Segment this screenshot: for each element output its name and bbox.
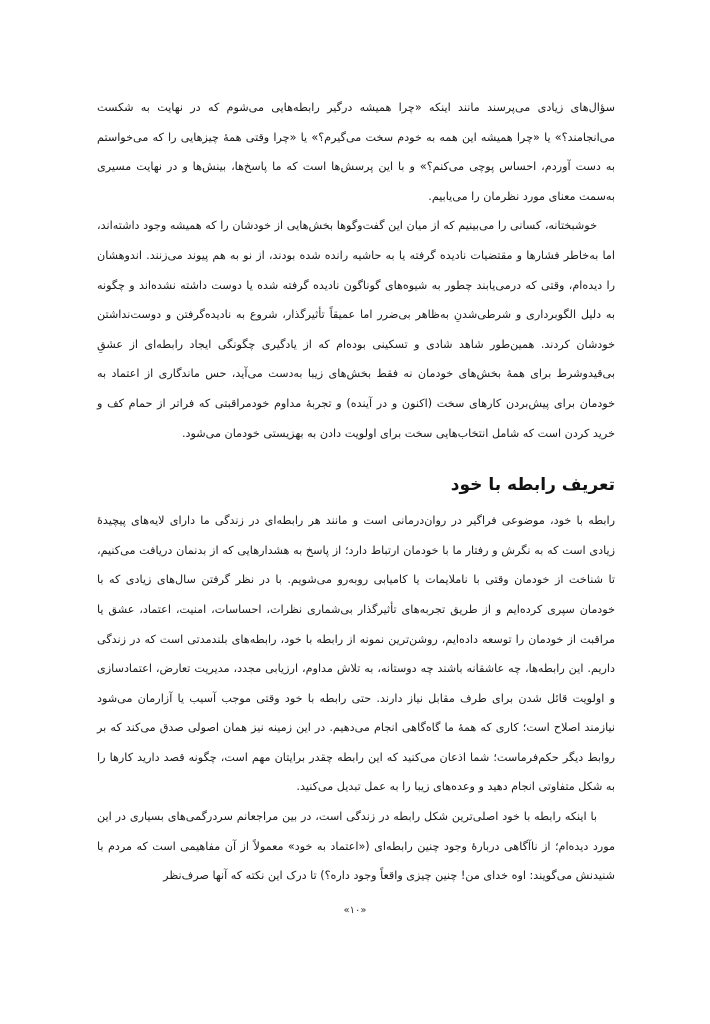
section-paragraph-2: با اینکه رابطه با خود اصلی‌ترین شکل رابطه در زندگی است، در بین مراجعانم سردرگمی‌های بسیاری در این مورد دیده‌ام؛ از ناآگاهی دربارهٔ وجود چنین رابطه‌ای («اعتماد به خود» معمولاً از آن مفاهیمی است که مردم با شنیدنش می‌گویند: اوه خدای من! چنین چیزی واقعاً وجود داره؟) تا درک این نکته که آنها صرف‌نظر [97, 810, 615, 883]
intro-paragraph-1: سؤال‌های زیادی می‌پرسند مانند اینکه «چرا همیشه درگیر رابطه‌هایی می‌شوم که در نهایت به شکست می‌انجامند؟» یا «چرا همیشه این همه به خودم سخت می‌گیرم؟» یا «چرا وقتی همهٔ چیزهایی را که می‌خواستم به دست آوردم، احساس پوچی می‌کنم؟» و با این پرسش‌ها است که ما پاسخ‌ها، بینش‌ها و در نهایت مسیری به‌سمت معنای مورد نظرمان را می‌یابیم. [97, 101, 615, 203]
page-body [97, 93, 615, 891]
section-heading: تعریف رابطه با خود [450, 475, 615, 496]
page-number: «۱۰» [343, 905, 367, 916]
intro-paragraph-2: خوشبختانه، کسانی را می‌بینیم که از میان این گفت‌وگوها بخش‌هایی از خودشان را که همیشه وجود داشته‌اند، اما به‌خاطر فشارها و مقتضیات نادیده گرفته یا به حاشیه رانده شده بودند، از نو به هم پیوند می‌زنند. اندوهشان را دیده‌ام، وقتی که درمی‌یابند چطور به شیوه‌های گوناگون نادیده گرفته شده یا دوست داشته نشده‌اند و چگونه به دلیل الگوبرداری و شرطی‌شدنِ به‌ظاهر بی‌ضرر اما عمیقاً تأثیرگذار، شروع به نادیده‌گرفتن و دوست‌نداشتن خودشان کردند. همین‌طور شاهد شادی و تسکینی بوده‌ام که از یادگیری چگونگی ایجاد رابطه‌ای از عشقِ بی‌قیدوشرط برای همهٔ بخش‌های خودمان نه فقط بخش‌های زیبا به‌دست می‌آید، حس ماندگاری از اعتماد به خودمان برای پیش‌بردن کارهای سخت (اکنون و در آینده) و تجربهٔ مداوم خودمراقبتی که فراتر از حمام کف و خرید کردن است که شامل انتخاب‌هایی سخت برای اولویت دادن به بهزیستی خودمان می‌شود. [97, 219, 615, 440]
section-paragraph-1: رابطه با خود، موضوعی فراگیر در روان‌درمانی است و مانند هر رابطه‌ای در زندگی ما دارای لایه‌های پیچیدهٔ زیادی است که به نگرش و رفتار ما با خودمان ارتباط دارد؛ از پاسخ به هشدارهایی که از بدنمان دریافت می‌کنیم، تا شناخت از خودمان وقتی با ناملایمات یا کامیابی روبه‌رو می‌شویم. با در نظر گرفتن سال‌های زیادی که با خودمان سپری کرده‌ایم و از طریق تجربه‌های تأثیرگذار بی‌شماری نظرات، احساسات، امنیت، اعتماد، عشق یا مراقبت از خودمان را توسعه داده‌ایم، روشن‌ترین نمونه از رابطه با خود، رابطه‌های بلندمدتی است که در زندگی داریم. این رابطه‌ها، چه عاشقانه باشند چه دوستانه، به تلاش مداوم، ارزیابی مجدد، مدیریت تعارض، اعتمادسازی و اولویت قائل شدن برای طرف مقابل نیاز دارند. حتی رابطه با خود وقتی موجب آسیب یا آزارمان می‌شود نیازمند اصلاح است؛ کاری که همهٔ ما گاه‌گاهی انجام می‌دهیم. در این زمینه نیز همان اصولی صدق می‌کند که بر روابط دیگر حکم‌فرماست؛ شما اذعان می‌کنید که این رابطه چقدر برایتان مهم است، چگونه قصد دارید کارها را به شکل متفاوتی انجام دهید و وعده‌های زیبا را به عمل تبدیل می‌کنید. [97, 514, 615, 794]
